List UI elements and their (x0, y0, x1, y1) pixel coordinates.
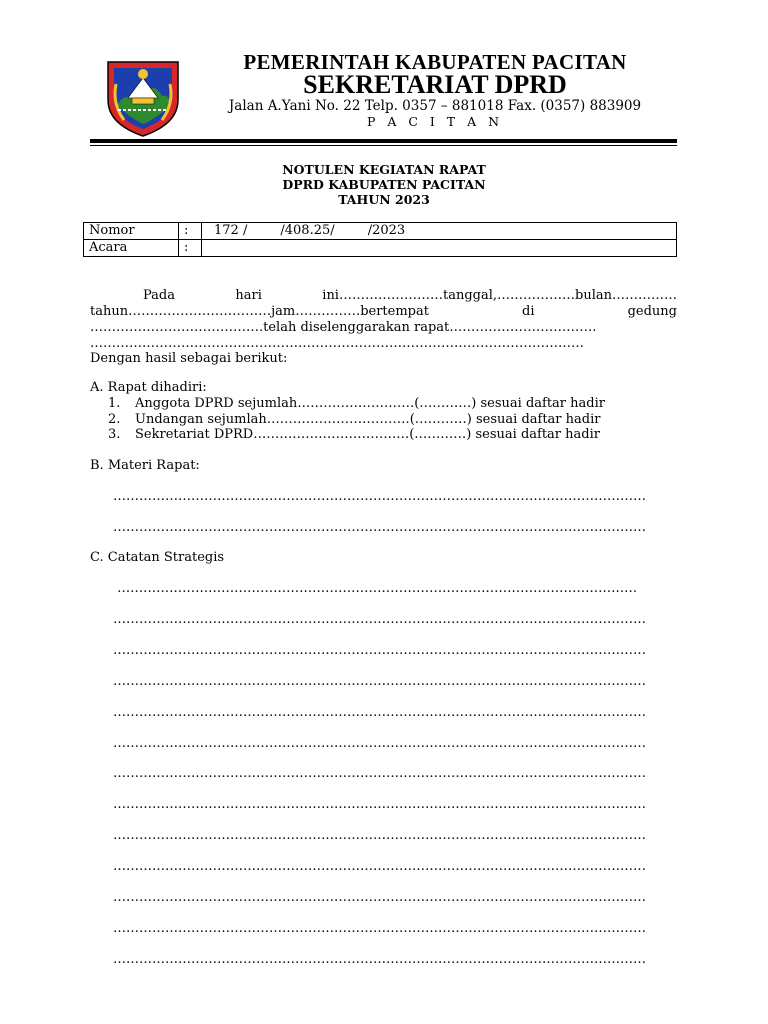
intro-line2 (90, 304, 677, 319)
catatan-line: …………………………………………………………………………………………………………… (113, 736, 646, 751)
nomor-label: Nomor (84, 223, 179, 240)
intro-word: ini……………………tanggal,………………bulan…………… (322, 288, 677, 303)
nomor-value: 172 / /408.25/ /2023 (202, 223, 677, 240)
header-city: P A C I T A N (366, 114, 504, 129)
intro-word: gedung (627, 304, 677, 319)
section-c-heading: C. Catatan Strategis (90, 550, 225, 565)
header-address: Jalan A.Yani No. 22 Telp. 0357 – 881018 Fax. (0357) 883909 (228, 98, 642, 114)
catatan-line: …………………………………………………………………………………………………………… (113, 890, 646, 905)
header-secretariat: SEKRETARIAT DPRD (303, 70, 567, 99)
catatan-line: ………………………………………………………………………………………………………… (113, 581, 638, 596)
catatan-line: …………………………………………………………………………………………………………… (113, 952, 646, 967)
header-divider-thick (90, 139, 677, 143)
list-item: Sekretariat DPRD………………………………(…………) sesuai daftar hadir (135, 427, 600, 442)
list-item: Anggota DPRD sejumlah………………………(…………) sesuai daftar hadir (135, 396, 605, 411)
list-item: Undangan sejumlah……………………………(…………) sesuai daftar hadir (135, 412, 601, 427)
intro-line4: …………………………………………………………………………………………………… (90, 336, 584, 351)
catatan-line: …………………………………………………………………………………………………………… (113, 643, 646, 658)
acara-sep: : (179, 240, 202, 257)
catatan-line: …………………………………………………………………………………………………………… (113, 674, 646, 689)
intro-word: hari (235, 288, 262, 303)
intro-word: Pada (143, 288, 175, 303)
list-item-num: 2. (108, 412, 121, 427)
doc-title-line1: NOTULEN KEGIATAN RAPAT (282, 162, 486, 177)
intro-word: di (522, 304, 535, 319)
section-b-heading: B. Materi Rapat: (90, 458, 200, 473)
intro-word: tahun……………………………jam……………bertempat (90, 304, 429, 319)
table-row (84, 240, 677, 257)
header-divider-thin (90, 145, 677, 146)
acara-value (202, 240, 677, 257)
regency-crest-icon (104, 54, 182, 138)
intro-line1 (143, 288, 677, 303)
catatan-line: …………………………………………………………………………………………………………… (113, 612, 646, 627)
header-government: PEMERINTAH KABUPATEN PACITAN (243, 50, 627, 74)
catatan-line: …………………………………………………………………………………………………………… (113, 766, 646, 781)
intro-result: Dengan hasil sebagai berikut: (90, 351, 288, 366)
nomor-sep: : (179, 223, 202, 240)
catatan-line: …………………………………………………………………………………………………………… (113, 705, 646, 720)
list-item-num: 3. (108, 427, 121, 442)
materi-line: …………………………………………………………………………………………………………… (113, 489, 646, 504)
info-table (83, 222, 677, 257)
catatan-line: …………………………………………………………………………………………………………… (113, 921, 646, 936)
catatan-line: …………………………………………………………………………………………………………… (113, 797, 646, 812)
catatan-line: …………………………………………………………………………………………………………… (113, 828, 646, 843)
intro-line3: ………………………………….telah diselenggarakan rapat……………………………. (90, 320, 597, 335)
materi-line: …………………………………………………………………………………………………………… (113, 520, 646, 535)
catatan-line: …………………………………………………………………………………………………………… (113, 859, 646, 874)
doc-title-line2: DPRD KABUPATEN PACITAN (282, 177, 486, 192)
section-a-heading: A. Rapat dihadiri: (90, 380, 207, 395)
acara-label: Acara (84, 240, 179, 257)
table-row (84, 223, 677, 240)
doc-title-line3: TAHUN 2023 (338, 192, 430, 207)
list-item-num: 1. (108, 396, 121, 411)
